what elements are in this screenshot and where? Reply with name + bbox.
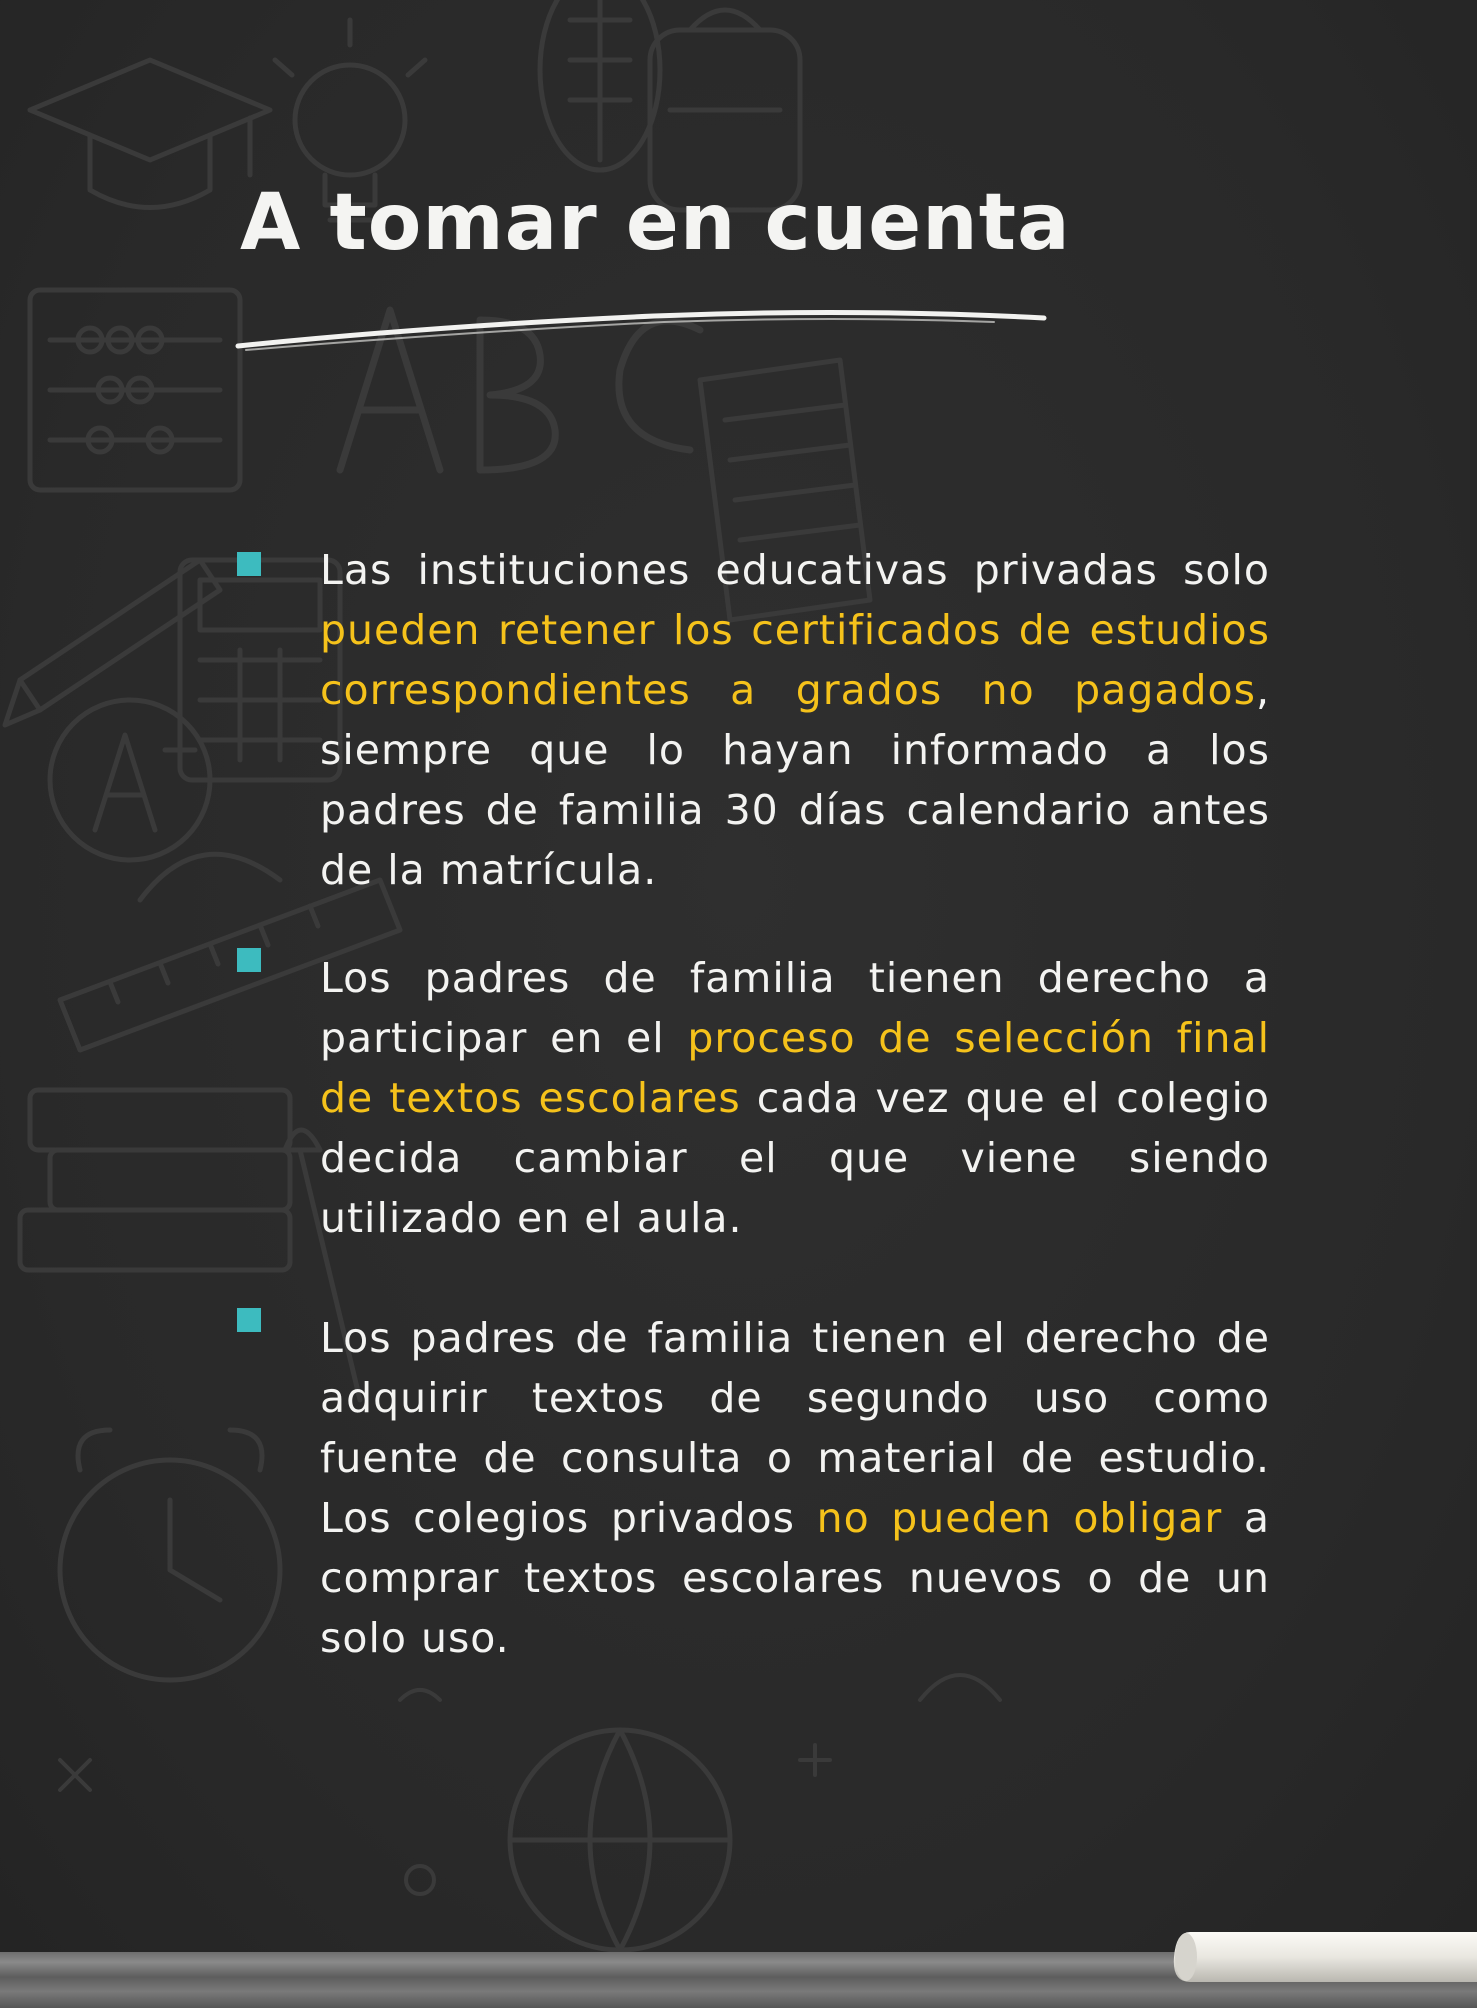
bullet-square-icon: [237, 552, 261, 576]
chalk-stick-icon: [1172, 1924, 1477, 1994]
bullet-text-part: a comprar textos escolares nuevos o de un solo uso.: [320, 1494, 1270, 1662]
books-icon: [20, 1090, 290, 1270]
bullet-square-icon: [237, 1308, 261, 1332]
page-title: A tomar en cuenta: [240, 178, 1071, 268]
bullet-highlight: no pueden obligar: [816, 1494, 1223, 1542]
abacus-icon: [30, 290, 240, 490]
bullet-text-part: cada vez que el colegio decida cambiar el que viene siendo utilizado en el aula.: [320, 1074, 1270, 1242]
bullet-highlight: pueden retener los certificados de estudios correspondientes a grados no pagados: [320, 606, 1270, 714]
scribble-marks: [60, 1675, 1000, 1894]
bullet-text-part: Los padres de familia tienen el derecho de adquirir textos de segundo uso como fuente de consulta o material de estudio. Los colegios privados: [320, 1314, 1270, 1542]
bullet-text-part: Las instituciones educativas privadas solo: [320, 546, 1270, 594]
bullet-text-part: , siempre que lo hayan informado a los padres de familia 30 días calendario antes de la matrícula.: [320, 666, 1270, 894]
football-icon: [540, 0, 660, 170]
title-chalk-underline: [234, 296, 1054, 356]
bullet-text: [320, 1308, 1270, 1668]
graduation-cap-icon: [30, 60, 270, 208]
alarm-clock-icon: [60, 1430, 280, 1680]
bullet-text-part: Los padres de familia tienen derecho a participar en el: [320, 954, 1270, 1062]
bullet-text: [320, 540, 1270, 900]
bullet-highlight: proceso de selección final de textos escolares: [320, 1014, 1271, 1122]
globe-icon: [510, 1730, 730, 1950]
bullet-text: [320, 948, 1270, 1248]
bullet-square-icon: [237, 948, 261, 972]
